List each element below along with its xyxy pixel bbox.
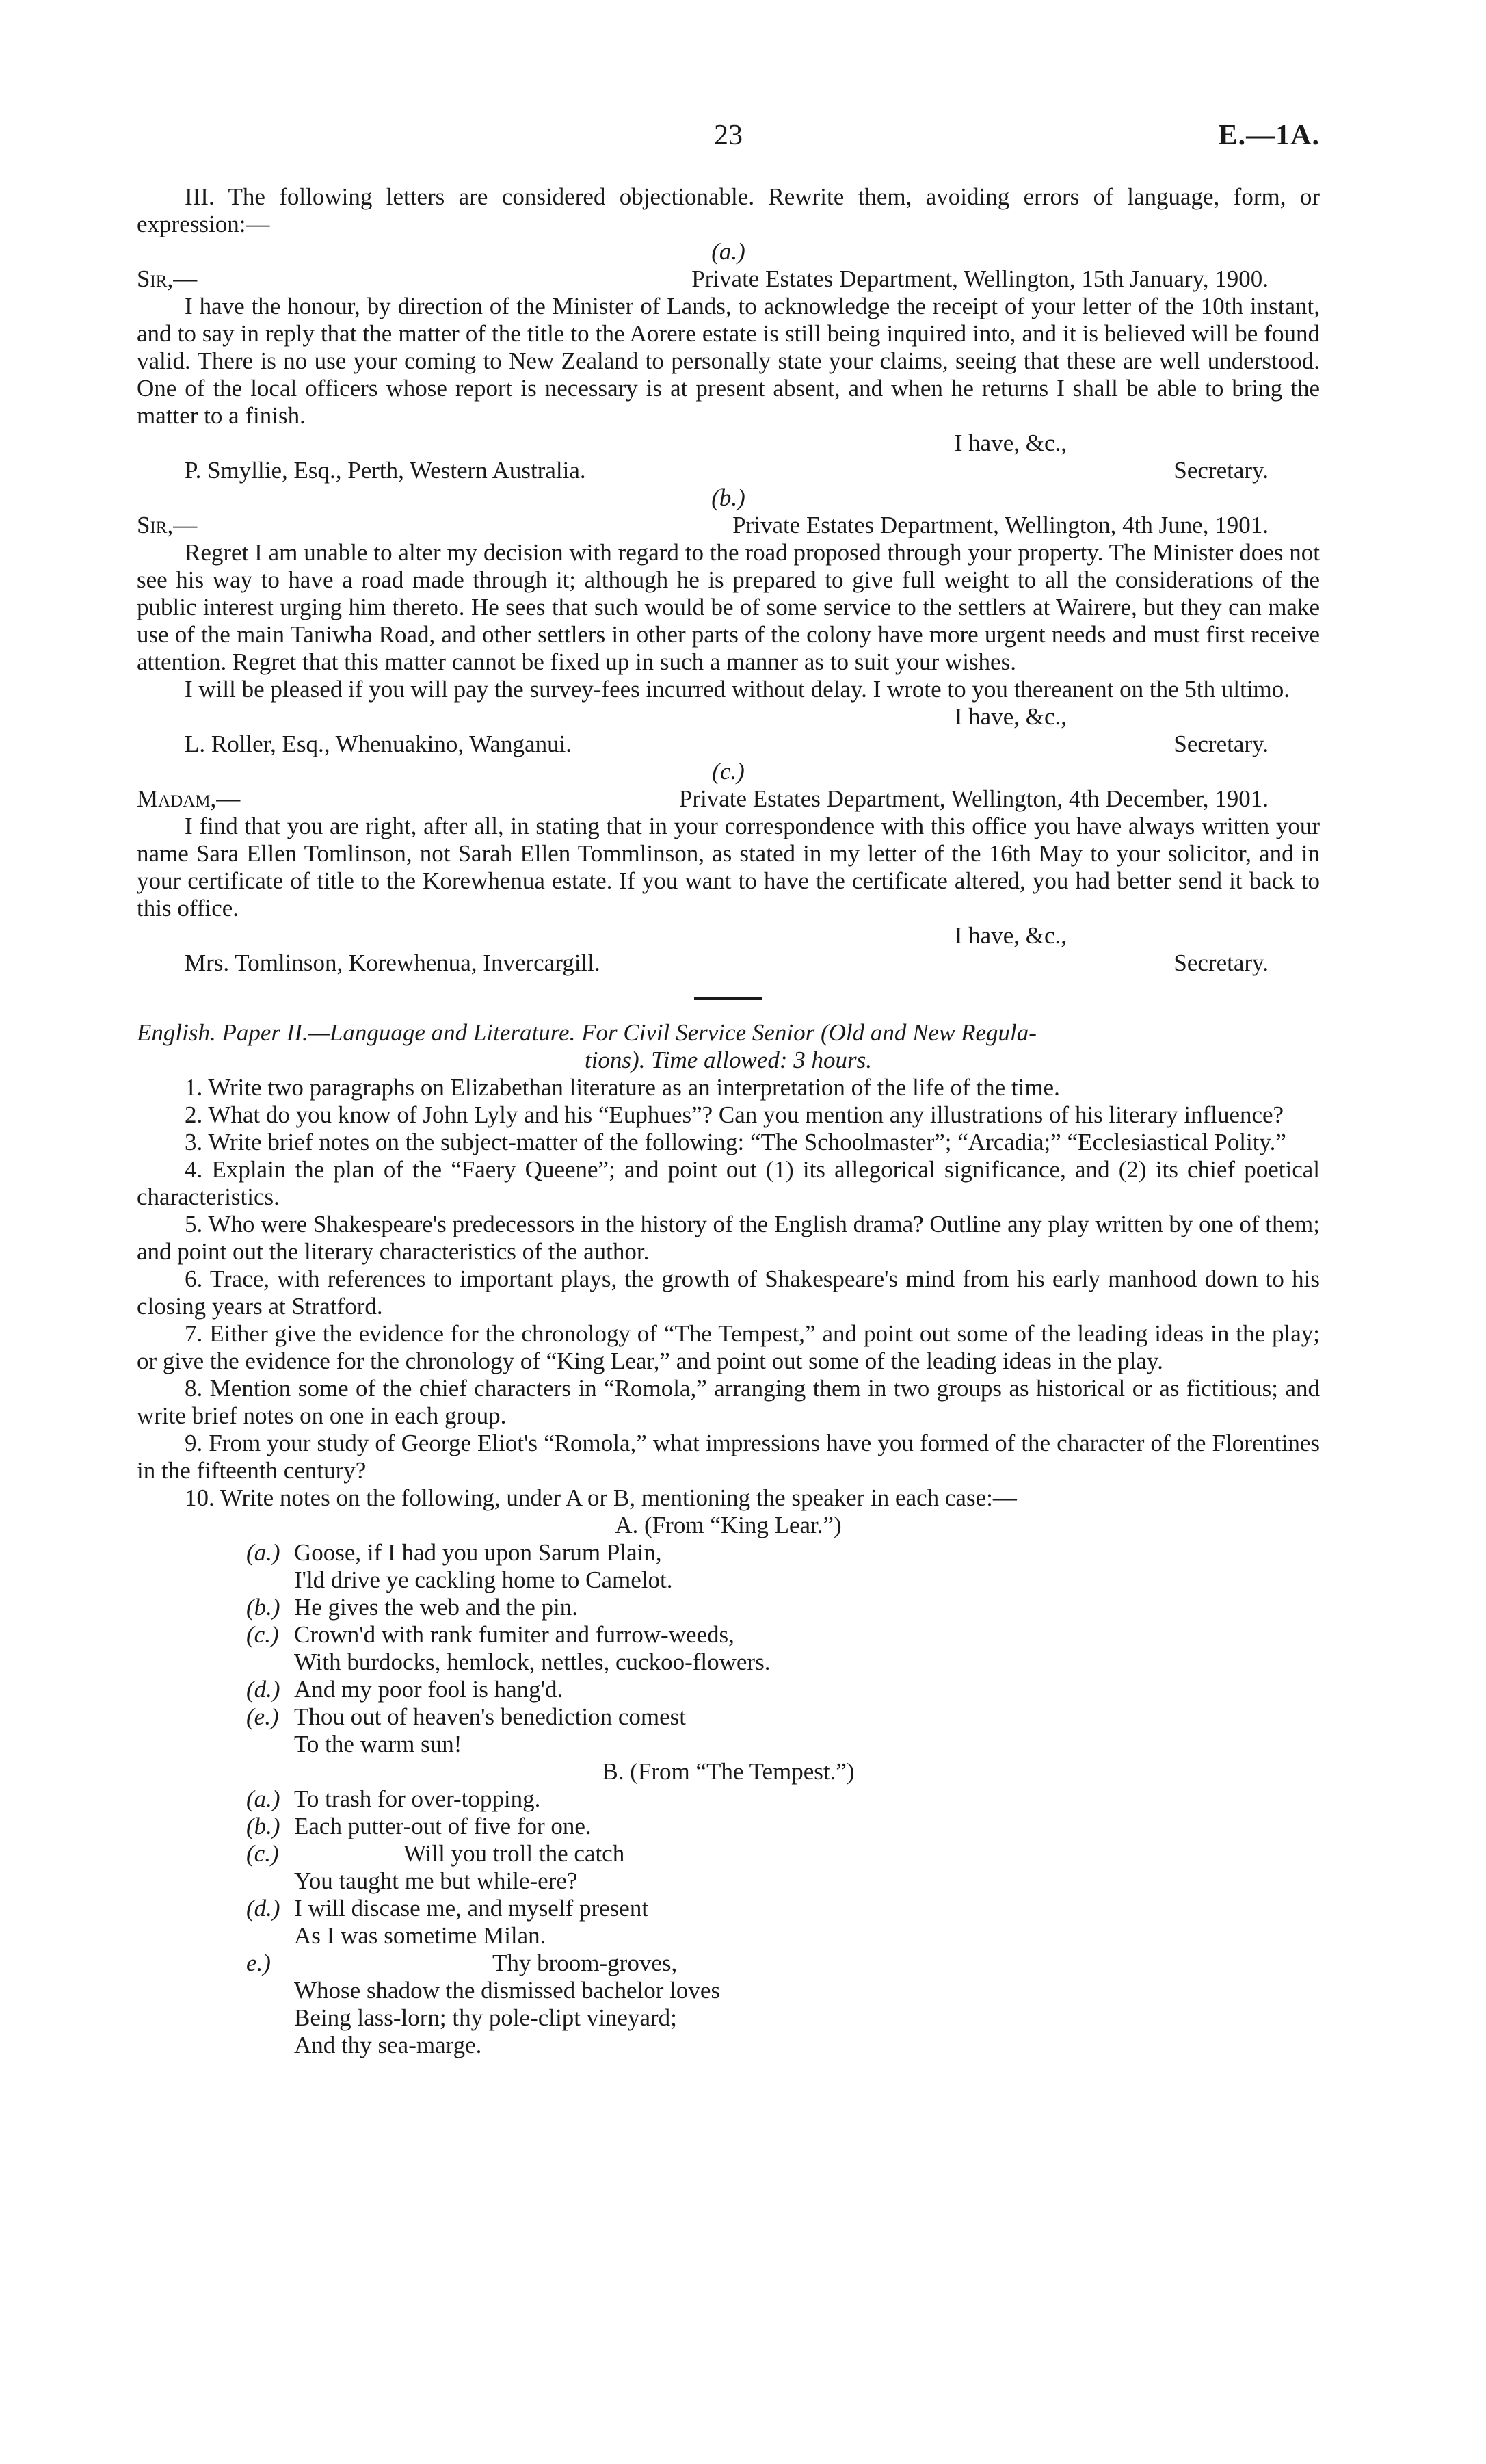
question-item: 10. Write notes on the following, under A or B, mentioning the speaker in each case:— <box>185 1484 1017 1511</box>
quote-line: With burdocks, hemlock, nettles, cuckoo-flowers. <box>294 1649 771 1675</box>
quote-line: Goose, if I had you upon Sarum Plain, <box>294 1539 662 1566</box>
letter-signature: Secretary. <box>1173 457 1269 484</box>
letter-closing: I have, &c., <box>954 922 1067 949</box>
quote-label: (c.) <box>246 1840 279 1867</box>
quote-line: And my poor fool is hang'd. <box>294 1676 563 1703</box>
section-b-quotes <box>137 1785 1320 2059</box>
letter-salutation: Sir,— <box>137 265 198 292</box>
letter-addressee: Mrs. Tomlinson, Korewhenua, Invercargill. <box>185 949 600 976</box>
document-reference: E.—1A. <box>1218 120 1320 151</box>
letter-addressee: P. Smyllie, Esq., Perth, Western Australia. <box>185 457 586 484</box>
question-list <box>137 1074 1320 1512</box>
letter-address-date: Private Estates Department, Wellington, 4th June, 1901. <box>732 512 1269 538</box>
quote-line: He gives the web and the pin. <box>294 1594 579 1621</box>
page-header <box>137 122 1320 183</box>
quote-label: e.) <box>246 1950 271 1976</box>
section-b-heading: B. (From “The Tempest.”) <box>602 1758 855 1785</box>
quote-label: (e.) <box>246 1703 279 1730</box>
quote-line: Will you troll the catch <box>403 1840 625 1867</box>
question-item: 2. What do you know of John Lyly and his “Euphues”? Can you mention any illustrations of his literary influence? <box>185 1101 1284 1128</box>
letter-closing: I have, &c., <box>954 430 1067 456</box>
section-intro: III. The following letters are considered objectionable. Rewrite them, avoiding errors of language, form, or expression:— <box>137 183 1320 237</box>
letter-signature: Secretary. <box>1173 731 1269 757</box>
letter-label: (b.) <box>711 484 745 511</box>
letter-paragraph: Regret I am unable to alter my decision with regard to the road proposed through your property. The Minister does not see his way to have a road made through it; although he is prepared to give full weight to all the considerations of the public interest urging him thereto. He sees that such would be of some service to the settlers at Wairere, but they can make use of the main Taniwha Road, and other settlers in other parts of the colony have more urgent needs and must first receive attention. Regret that this matter cannot be fixed up in such a manner as to suit your wishes. <box>137 539 1320 675</box>
question-item: 9. From your study of George Eliot's “Romola,” what impressions have you formed of the character of the Florentines in the fifteenth century? <box>137 1430 1320 1484</box>
document-page <box>137 0 1320 2059</box>
question-item: 3. Write brief notes on the subject-matter of the following: “The Schoolmaster”; “Arcadia;” “Ecclesiastical Polity.” <box>185 1129 1286 1155</box>
quote-label: (b.) <box>246 1594 280 1621</box>
paper-title-line-1: English. Paper II.—Language and Literature. For Civil Service Senior (Old and New Regula- <box>137 1019 1037 1046</box>
question-item: 1. Write two paragraphs on Elizabethan literature as an interpretation of the life of the time. <box>185 1074 1060 1101</box>
question-item: 5. Who were Shakespeare's predecessors in the history of the English drama? Outline any play written by one of them; and point out the literary characteristics of the author. <box>137 1211 1320 1265</box>
quote-line: To the warm sun! <box>294 1731 462 1757</box>
quote-label: (c.) <box>246 1621 279 1648</box>
letter-addressee: L. Roller, Esq., Whenuakino, Wanganui. <box>185 731 572 757</box>
quote-line: Crown'd with rank fumiter and furrow-weeds, <box>294 1621 734 1648</box>
quote-label: (b.) <box>246 1813 280 1839</box>
quote-line: Thy broom-groves, <box>492 1950 678 1976</box>
quote-line: To trash for over-topping. <box>294 1785 541 1812</box>
question-item: 6. Trace, with references to important plays, the growth of Shakespeare's mind from his early manhood down to his closing years at Stratford. <box>137 1266 1320 1320</box>
letter-label: (c.) <box>712 758 745 785</box>
quote-line: I will discase me, and myself present <box>294 1895 649 1922</box>
quote-line: You taught me but while-ere? <box>294 1867 578 1894</box>
question-item: 8. Mention some of the chief characters in “Romola,” arranging them in two groups as historical or as fictitious; and write brief notes on one in each group. <box>137 1375 1320 1429</box>
letter-label: (a.) <box>711 238 745 265</box>
letter-address-date: Private Estates Department, Wellington, 4th December, 1901. <box>678 785 1269 812</box>
question-item: 4. Explain the plan of the “Faery Queene”; and point out (1) its allegorical significance, and (2) its chief poetical characteristics. <box>137 1156 1320 1210</box>
letter-a <box>137 238 1320 484</box>
letter-address-date: Private Estates Department, Wellington, 15th January, 1900. <box>691 265 1269 292</box>
letter-paragraph: I have the honour, by direction of the Minister of Lands, to acknowledge the receipt of your letter of the 10th instant, and to say in reply that the matter of the title to the Aorere estate is still being inquired into, and it is believed will be found valid. There is no use your coming to New Zealand to personally state your claims, seeing that these are well understood. One of the local officers whose report is necessary is at present absent, and when he returns I shall be able to bring the matter to a finish. <box>137 293 1320 429</box>
section-divider <box>694 997 762 1000</box>
quote-label: (a.) <box>246 1785 280 1812</box>
paper-title <box>137 1019 1320 1074</box>
letter-signature: Secretary. <box>1173 949 1269 976</box>
letter-c <box>137 758 1320 977</box>
quote-line: Thou out of heaven's benediction comest <box>294 1703 686 1730</box>
letter-closing: I have, &c., <box>954 703 1067 730</box>
quote-line: I'ld drive ye cackling home to Camelot. <box>294 1567 673 1593</box>
quote-line: Each putter-out of five for one. <box>294 1813 592 1839</box>
letter-b <box>137 484 1320 758</box>
quote-line: Being lass-lorn; thy pole-clipt vineyard; <box>294 2004 677 2031</box>
paper-title-line-2: tions). Time allowed: 3 hours. <box>584 1047 873 1073</box>
letter-salutation: Madam,— <box>137 785 241 812</box>
quote-line: And thy sea-marge. <box>294 2032 482 2058</box>
letter-paragraph: I find that you are right, after all, in stating that in your correspondence with this office you have always written your name Sara Ellen Tomlinson, not Sarah Ellen Tommlinson, as stated in my letter of the 16th May to your solicitor, and in your certificate of title to the Korewhenua estate. If you want to have the certificate altered, you had better send it back to this office. <box>137 813 1320 921</box>
quote-line: Whose shadow the dismissed bachelor loves <box>294 1977 721 2004</box>
quote-label: (d.) <box>246 1676 280 1703</box>
section-a-quotes <box>137 1539 1320 1758</box>
section-a-heading: A. (From “King Lear.”) <box>615 1512 842 1538</box>
letter-paragraph: I will be pleased if you will pay the survey-fees incurred without delay. I wrote to you thereanent on the 5th ultimo. <box>185 676 1290 703</box>
question-item: 7. Either give the evidence for the chronology of “The Tempest,” and point out some of the leading ideas in the play; or give the evidence for the chronology of “King Lear,” and point out some of the leading ideas in the play. <box>137 1320 1320 1374</box>
page-number: 23 <box>714 120 743 151</box>
quote-line: As I was sometime Milan. <box>294 1922 546 1949</box>
quote-label: (d.) <box>246 1895 280 1922</box>
quote-label: (a.) <box>246 1539 280 1566</box>
letter-salutation: Sir,— <box>137 512 198 538</box>
